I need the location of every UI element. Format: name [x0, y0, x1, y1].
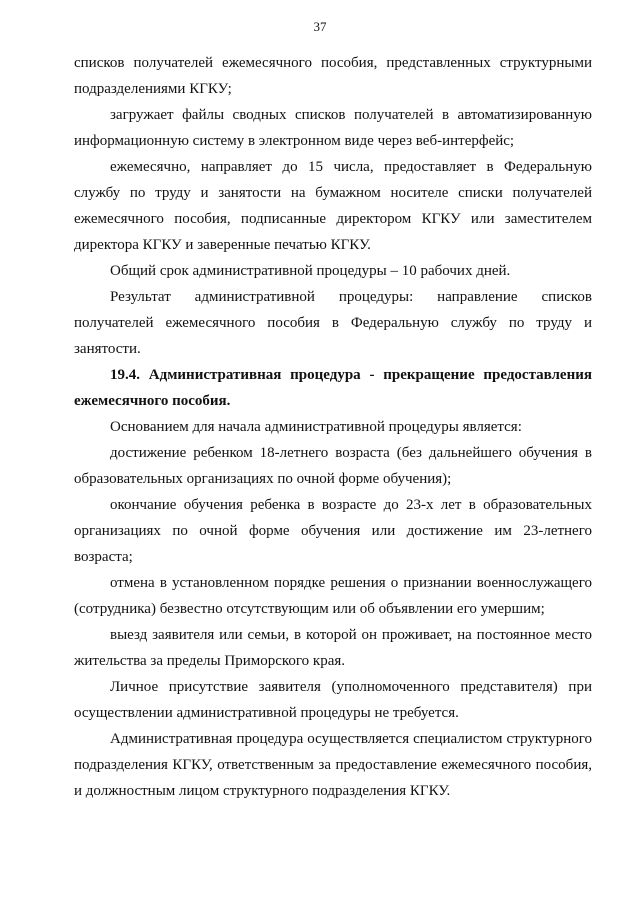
list-item: выезд заявителя или семьи, в которой он проживает, на постоянное место жительства за пределы Приморского края.: [74, 627, 592, 669]
list-item: отмена в установленном порядке решения о признании военнослужащего (сотрудника) безвестно отсутствующим или об объявлении его умершим;: [74, 575, 592, 617]
paragraph-continuation: списков получателей ежемесячного пособия, представленных структурными подразделениями КГКУ;: [74, 55, 592, 97]
list-item: достижение ребенком 18-летнего возраста (без дальнейшего обучения в образовательных организациях по очной форме обучения);: [74, 445, 592, 487]
paragraph: Личное присутствие заявителя (уполномоченного представителя) при осуществлении административной процедуры не требуется.: [74, 679, 592, 721]
paragraph: Основанием для начала административной процедуры является:: [110, 419, 522, 435]
paragraph: Общий срок административной процедуры – 10 рабочих дней.: [110, 263, 511, 279]
page-number: 37: [313, 19, 327, 34]
paragraph: Результат административной процедуры: направление списков получателей ежемесячного пособия в Федеральную службу по труду и занятости.: [74, 289, 592, 357]
paragraph: ежемесячно, направляет до 15 числа, предоставляет в Федеральную службу по труду и занятости на бумажном носителе списки получателей ежемесячного пособия, подписанные директором КГКУ или заместителем директора КГКУ и заверенные печатью КГКУ.: [74, 159, 592, 253]
list-item: окончание обучения ребенка в возрасте до 23-х лет в образовательных организациях по очной форме обучения или достижение им 23-летнего возраста;: [74, 497, 592, 565]
document-body: [74, 50, 592, 804]
paragraph: Административная процедура осуществляется специалистом структурного подразделения КГКУ, ответственным за предоставление ежемесячного пособия, и должностным лицом структурного подразделения КГКУ.: [74, 731, 592, 799]
paragraph: загружает файлы сводных списков получателей в автоматизированную информационную систему в электронном виде через веб-интерфейс;: [74, 107, 592, 149]
section-heading: 19.4. Административная процедура - прекращение предоставления ежемесячного пособия.: [74, 367, 592, 409]
